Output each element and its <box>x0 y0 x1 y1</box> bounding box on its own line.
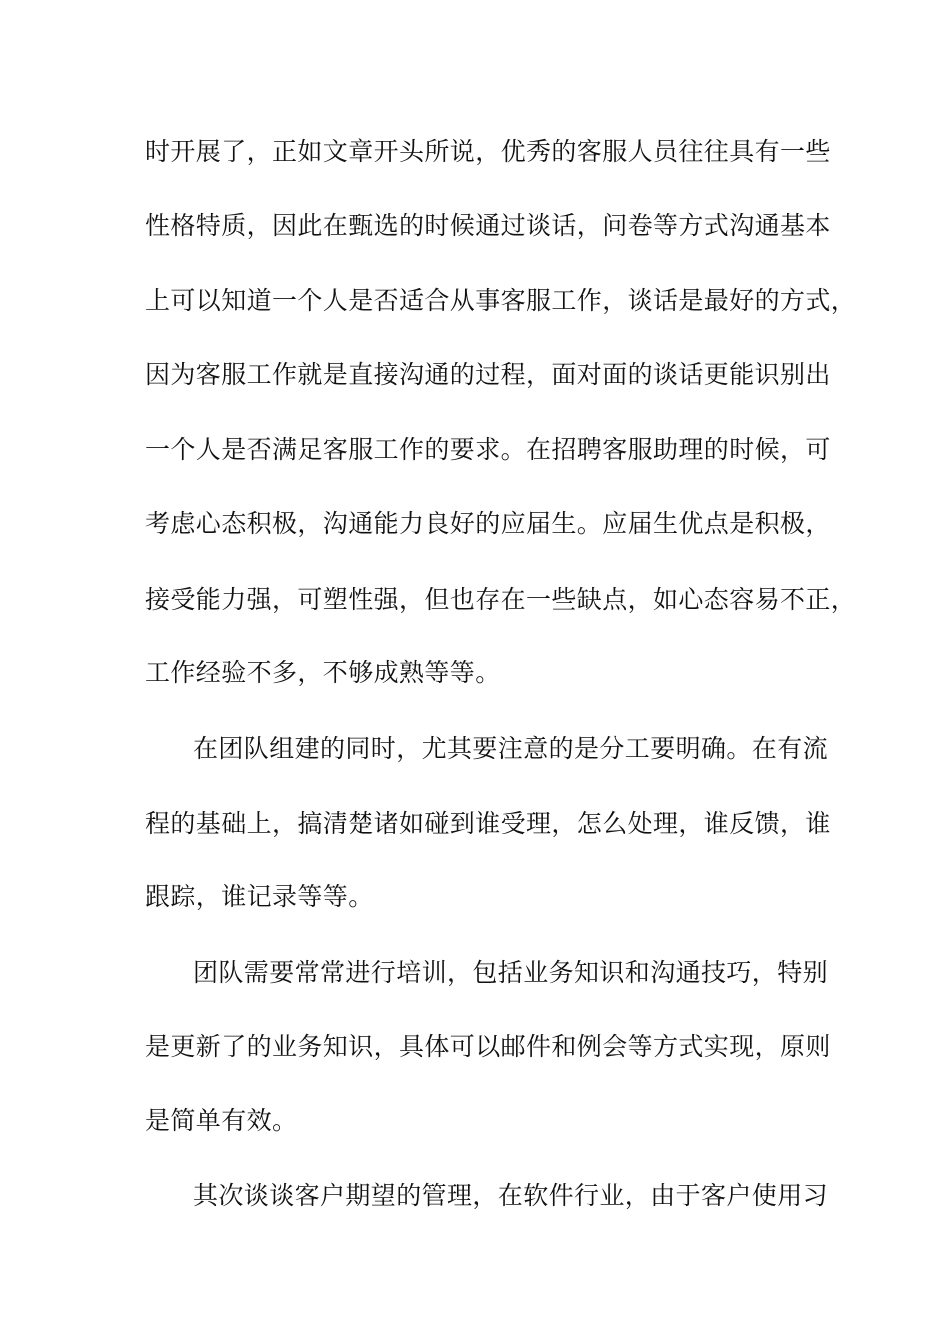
text-line <box>0 1027 950 1067</box>
text-line-content: 团队需要常常进行培训，包括业务知识和沟通技巧，特别 <box>193 958 829 987</box>
text-line-content: 是更新了的业务知识，具体可以邮件和例会等方式实现，原则 <box>145 1032 831 1061</box>
text-line-content: 工作经验不多，不够成熟等等。 <box>145 658 501 687</box>
paragraph-start-line <box>0 1176 950 1216</box>
paragraph-start-line <box>0 953 950 993</box>
text-line <box>0 132 950 172</box>
text-line <box>0 653 950 693</box>
text-line-content: 接受能力强，可塑性强，但也存在一些缺点，如心态容易不正， <box>145 585 857 614</box>
text-line <box>0 281 950 321</box>
text-line-content: 性格特质，因此在甄选的时候通过谈话，问卷等方式沟通基本 <box>145 211 831 240</box>
text-line-content: 其次谈谈客户期望的管理，在软件行业，由于客户使用习 <box>193 1181 829 1210</box>
text-line <box>0 504 950 544</box>
text-line <box>0 355 950 395</box>
text-line-content: 因为客服工作就是直接沟通的过程，面对面的谈话更能识别出 <box>145 360 831 389</box>
text-line-content: 程的基础上，搞清楚诸如碰到谁受理，怎么处理，谁反馈，谁 <box>145 809 831 838</box>
text-line-content: 是简单有效。 <box>145 1106 298 1135</box>
text-line-content: 跟踪，谁记录等等。 <box>145 882 374 911</box>
text-line-content: 考虑心态积极，沟通能力良好的应届生。应届生优点是积极， <box>145 509 831 538</box>
text-line <box>0 206 950 246</box>
text-line-content: 时开展了，正如文章开头所说，优秀的客服人员往往具有一些 <box>145 137 831 166</box>
paragraph-start-line <box>0 729 950 769</box>
text-line-content: 一个人是否满足客服工作的要求。在招聘客服助理的时候，可 <box>145 435 831 464</box>
text-line <box>0 804 950 844</box>
text-line <box>0 877 950 917</box>
text-line <box>0 430 950 470</box>
text-line-content: 在团队组建的同时，尤其要注意的是分工要明确。在有流 <box>193 734 829 763</box>
text-line-content: 上可以知道一个人是否适合从事客服工作，谈话是最好的方式， <box>145 286 857 315</box>
text-line <box>0 1101 950 1141</box>
text-line <box>0 580 950 620</box>
